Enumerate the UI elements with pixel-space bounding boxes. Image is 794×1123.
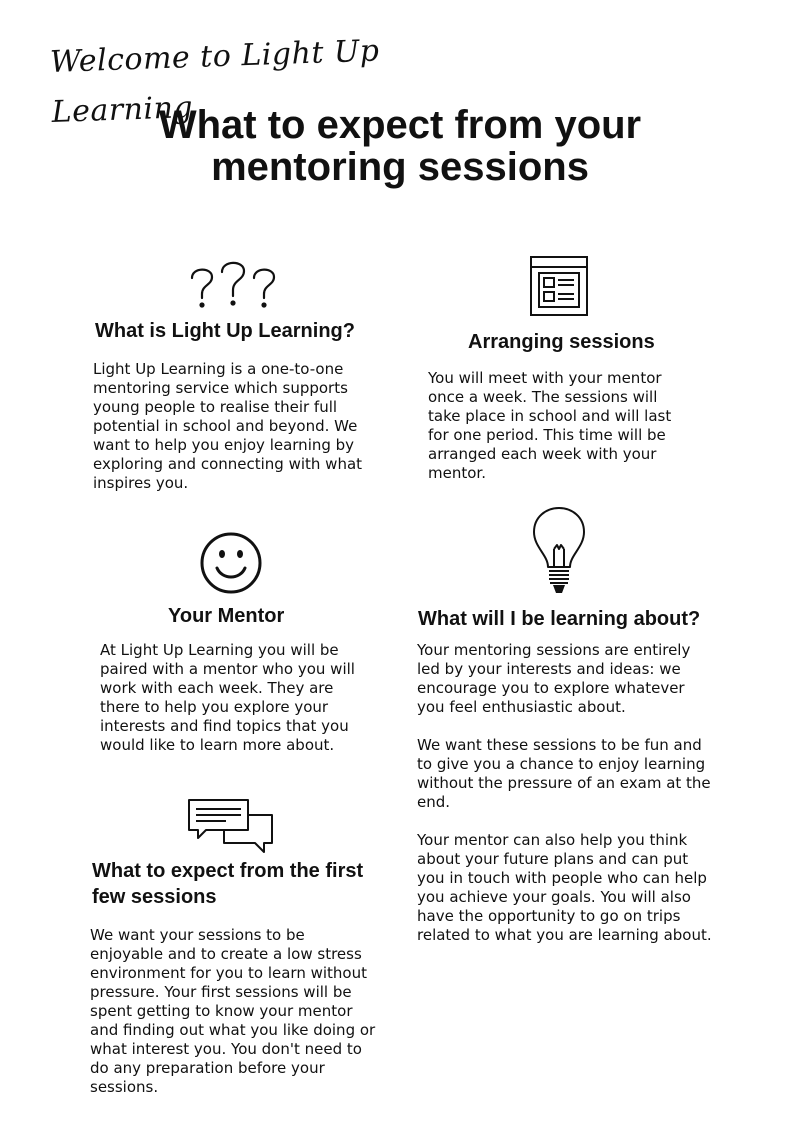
body-line: Your mentoring sessions are entirely bbox=[417, 641, 691, 659]
body-line: mentoring service which supports bbox=[93, 379, 348, 397]
arranging-body bbox=[428, 369, 718, 483]
body-line: led by your interests and ideas: we bbox=[417, 660, 681, 678]
body-line: exploring and connecting with what bbox=[93, 455, 363, 473]
body-line: Light Up Learning is a one-to-one bbox=[93, 360, 344, 378]
body-line: You will meet with your mentor bbox=[428, 369, 662, 387]
page-title-line-1: What to expect from your bbox=[158, 103, 642, 147]
learning-heading: What will I be learning about? bbox=[418, 608, 701, 630]
body-line: and finding out what you like doing or bbox=[90, 1021, 376, 1039]
body-line: We want these sessions to be fun and bbox=[417, 736, 702, 754]
body-line: Your mentor can also help you think bbox=[417, 831, 688, 849]
body-line: take place in school and will last bbox=[428, 407, 672, 425]
body-line: paired with a mentor who you will bbox=[100, 660, 355, 678]
mentor-heading: Your Mentor bbox=[168, 605, 285, 627]
first-sessions-heading bbox=[92, 858, 412, 910]
body-line: you feel enthusiastic about. bbox=[417, 698, 626, 716]
body-line: spent getting to know your mentor bbox=[90, 1002, 353, 1020]
first-sessions-body bbox=[90, 926, 400, 1097]
body-line: do any preparation before your bbox=[90, 1059, 325, 1077]
body-line: to give you a chance to enjoy learning bbox=[417, 755, 706, 773]
body-line: potential in school and beyond. We bbox=[93, 417, 358, 435]
body-line: We want your sessions to be bbox=[90, 926, 305, 944]
body-line: encourage you to explore whatever bbox=[417, 679, 685, 697]
body-line: At Light Up Learning you will be bbox=[100, 641, 339, 659]
body-line: once a week. The sessions will bbox=[428, 388, 658, 406]
light-bulb-icon bbox=[530, 505, 588, 597]
body-line: related to what you are learning about. bbox=[417, 926, 712, 944]
body-line: you achieve your goals. You will also bbox=[417, 888, 691, 906]
body-line: environment for you to learn without bbox=[90, 964, 368, 982]
page-title-line-2: mentoring sessions bbox=[211, 145, 589, 189]
body-line: mentor. bbox=[428, 464, 486, 482]
mentor-body bbox=[100, 641, 400, 755]
body-line: work with each week. They are bbox=[100, 679, 334, 697]
body-line: sessions. bbox=[90, 1078, 159, 1096]
learning-paragraph bbox=[417, 736, 727, 812]
body-line: would like to learn more about. bbox=[100, 736, 335, 754]
body-line: interests and find topics that you bbox=[100, 717, 349, 735]
body-line: enjoyable and to create a low stress bbox=[90, 945, 362, 963]
welcome-script-heading: Welcome to Light Up Learning bbox=[49, 33, 381, 130]
speech-bubbles-icon bbox=[186, 797, 276, 855]
body-line: end. bbox=[417, 793, 451, 811]
body-line: there to help you explore your bbox=[100, 698, 329, 716]
arranging-heading: Arranging sessions bbox=[468, 331, 655, 353]
body-line: pressure. Your first sessions will be bbox=[90, 983, 352, 1001]
body-line: young people to realise their full bbox=[93, 398, 338, 416]
smiley-face-icon bbox=[198, 530, 264, 596]
heading-line: What to expect from the first bbox=[92, 860, 364, 882]
body-line: inspires you. bbox=[93, 474, 189, 492]
question-marks-icon bbox=[186, 258, 282, 314]
document-layout-icon bbox=[529, 255, 589, 317]
body-line: for one period. This time will be bbox=[428, 426, 666, 444]
body-line: have the opportunity to go on trips bbox=[417, 907, 681, 925]
body-line: without the pressure of an exam at the bbox=[417, 774, 711, 792]
learning-body bbox=[417, 641, 727, 945]
heading-line: few sessions bbox=[92, 886, 217, 908]
body-line: what interest you. You don't need to bbox=[90, 1040, 362, 1058]
body-line: you in touch with people who can help bbox=[417, 869, 707, 887]
page-title bbox=[100, 104, 700, 188]
learning-paragraph bbox=[417, 641, 727, 717]
body-line: arranged each week with your bbox=[428, 445, 657, 463]
what-is-heading: What is Light Up Learning? bbox=[95, 320, 355, 342]
learning-paragraph bbox=[417, 831, 727, 945]
body-line: want to help you enjoy learning by bbox=[93, 436, 355, 454]
body-line: about your future plans and can put bbox=[417, 850, 689, 868]
what-is-body bbox=[93, 360, 393, 493]
